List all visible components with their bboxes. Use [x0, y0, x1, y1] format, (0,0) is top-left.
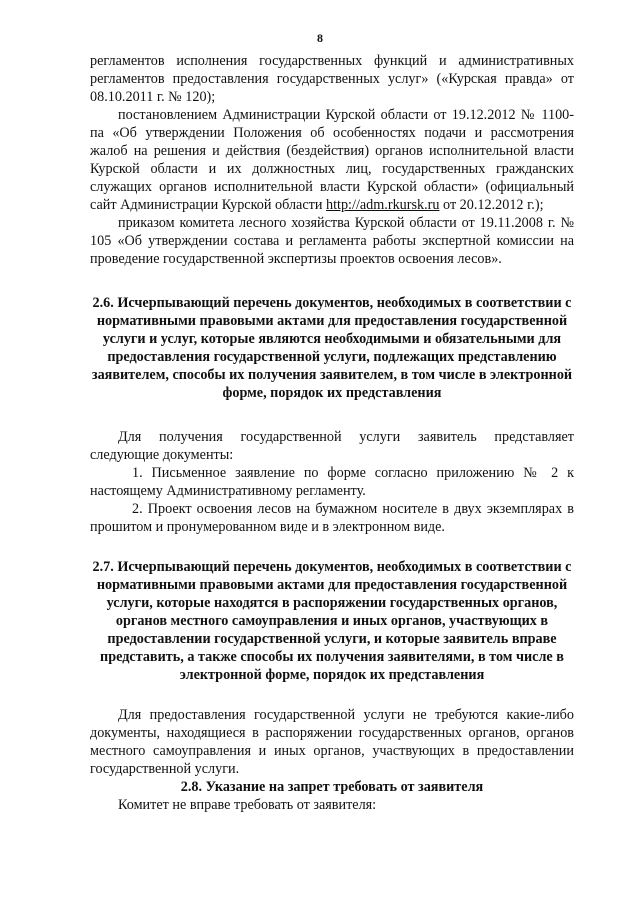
administration-site-link[interactable]: http://adm.rkursk.ru	[325, 197, 440, 213]
section-2-7-body: Для предоставления государственной услуги не требуются какие-либо документы, находящиеся в распоряжении государственных органов, органов местного самоуправления и иных органов, участвующих в предоставлении государственной услуги.	[90, 707, 574, 777]
decree-1100-text: постановлением Администрации Курской области от 19.12.2012 № 1100-па «Об утверждении Положения об особенностях подачи и рассмотрения жалоб на решения и действия (бездействия) органов исполнительной власти Курской области и их должностных лиц, государственных гражданских служащих органов исполнительной власти Курской области» (официальный сайт Администрации Курской области	[90, 107, 574, 213]
section-2-6-title: 2.6. Исчерпывающий перечень документов, необходимых в соответствии с нормативными правовыми актами для предоставления государственной услуги и услуг, которые являются необходимыми и обязательными для предоставления государственной услуги, подлежащих представлению заявителем, способы их получения заявителем, в том числе в электронной форме, порядок их представления	[91, 295, 573, 401]
intro-paragraph: регламентов исполнения государственных функций и административных регламентов предоставления государственных услуг» («Курская правда» от 08.10.2011 г. № 120);	[90, 53, 574, 105]
decree-1100-paragraph	[90, 106, 574, 214]
section-2-6-lead: Для получения государственной услуги заявитель представляет следующие документы:	[90, 429, 574, 463]
decree-1100-date: от 20.12.2012 г.);	[439, 197, 544, 213]
section-2-8-body: Комитет не вправе требовать от заявителя:	[118, 797, 377, 813]
order-105-paragraph: приказом комитета лесного хозяйства Курской области от 19.11.2008 г. № 105 «Об утверждении состава и регламента работы экспертной комиссии на проведение государственной экспертизы проектов освоения лесов».	[90, 215, 574, 267]
section-2-6-item-2: 2. Проект освоения лесов на бумажном носителе в двух экземплярах в прошитом и пронумерованном виде и в электронном виде.	[90, 501, 574, 535]
section-2-7-title: 2.7. Исчерпывающий перечень документов, необходимых в соответствии с нормативными правовыми актами для предоставления государственной услуги, которые находятся в распоряжении государственных органов, органов местного самоуправления и иных органов, участвующих в предоставлении государственной услуги, и которые заявитель вправе представить, а также способы их получения заявителями, в том числе в электронной форме, порядок их представления	[92, 559, 572, 683]
page-number: 8	[317, 31, 323, 45]
section-2-6-item-1: 1. Письменное заявление по форме согласно приложению № 2 к настоящему Административному регламенту.	[90, 465, 574, 499]
section-2-8-title: 2.8. Указание на запрет требовать от заявителя	[180, 779, 484, 795]
document-body	[90, 52, 574, 814]
